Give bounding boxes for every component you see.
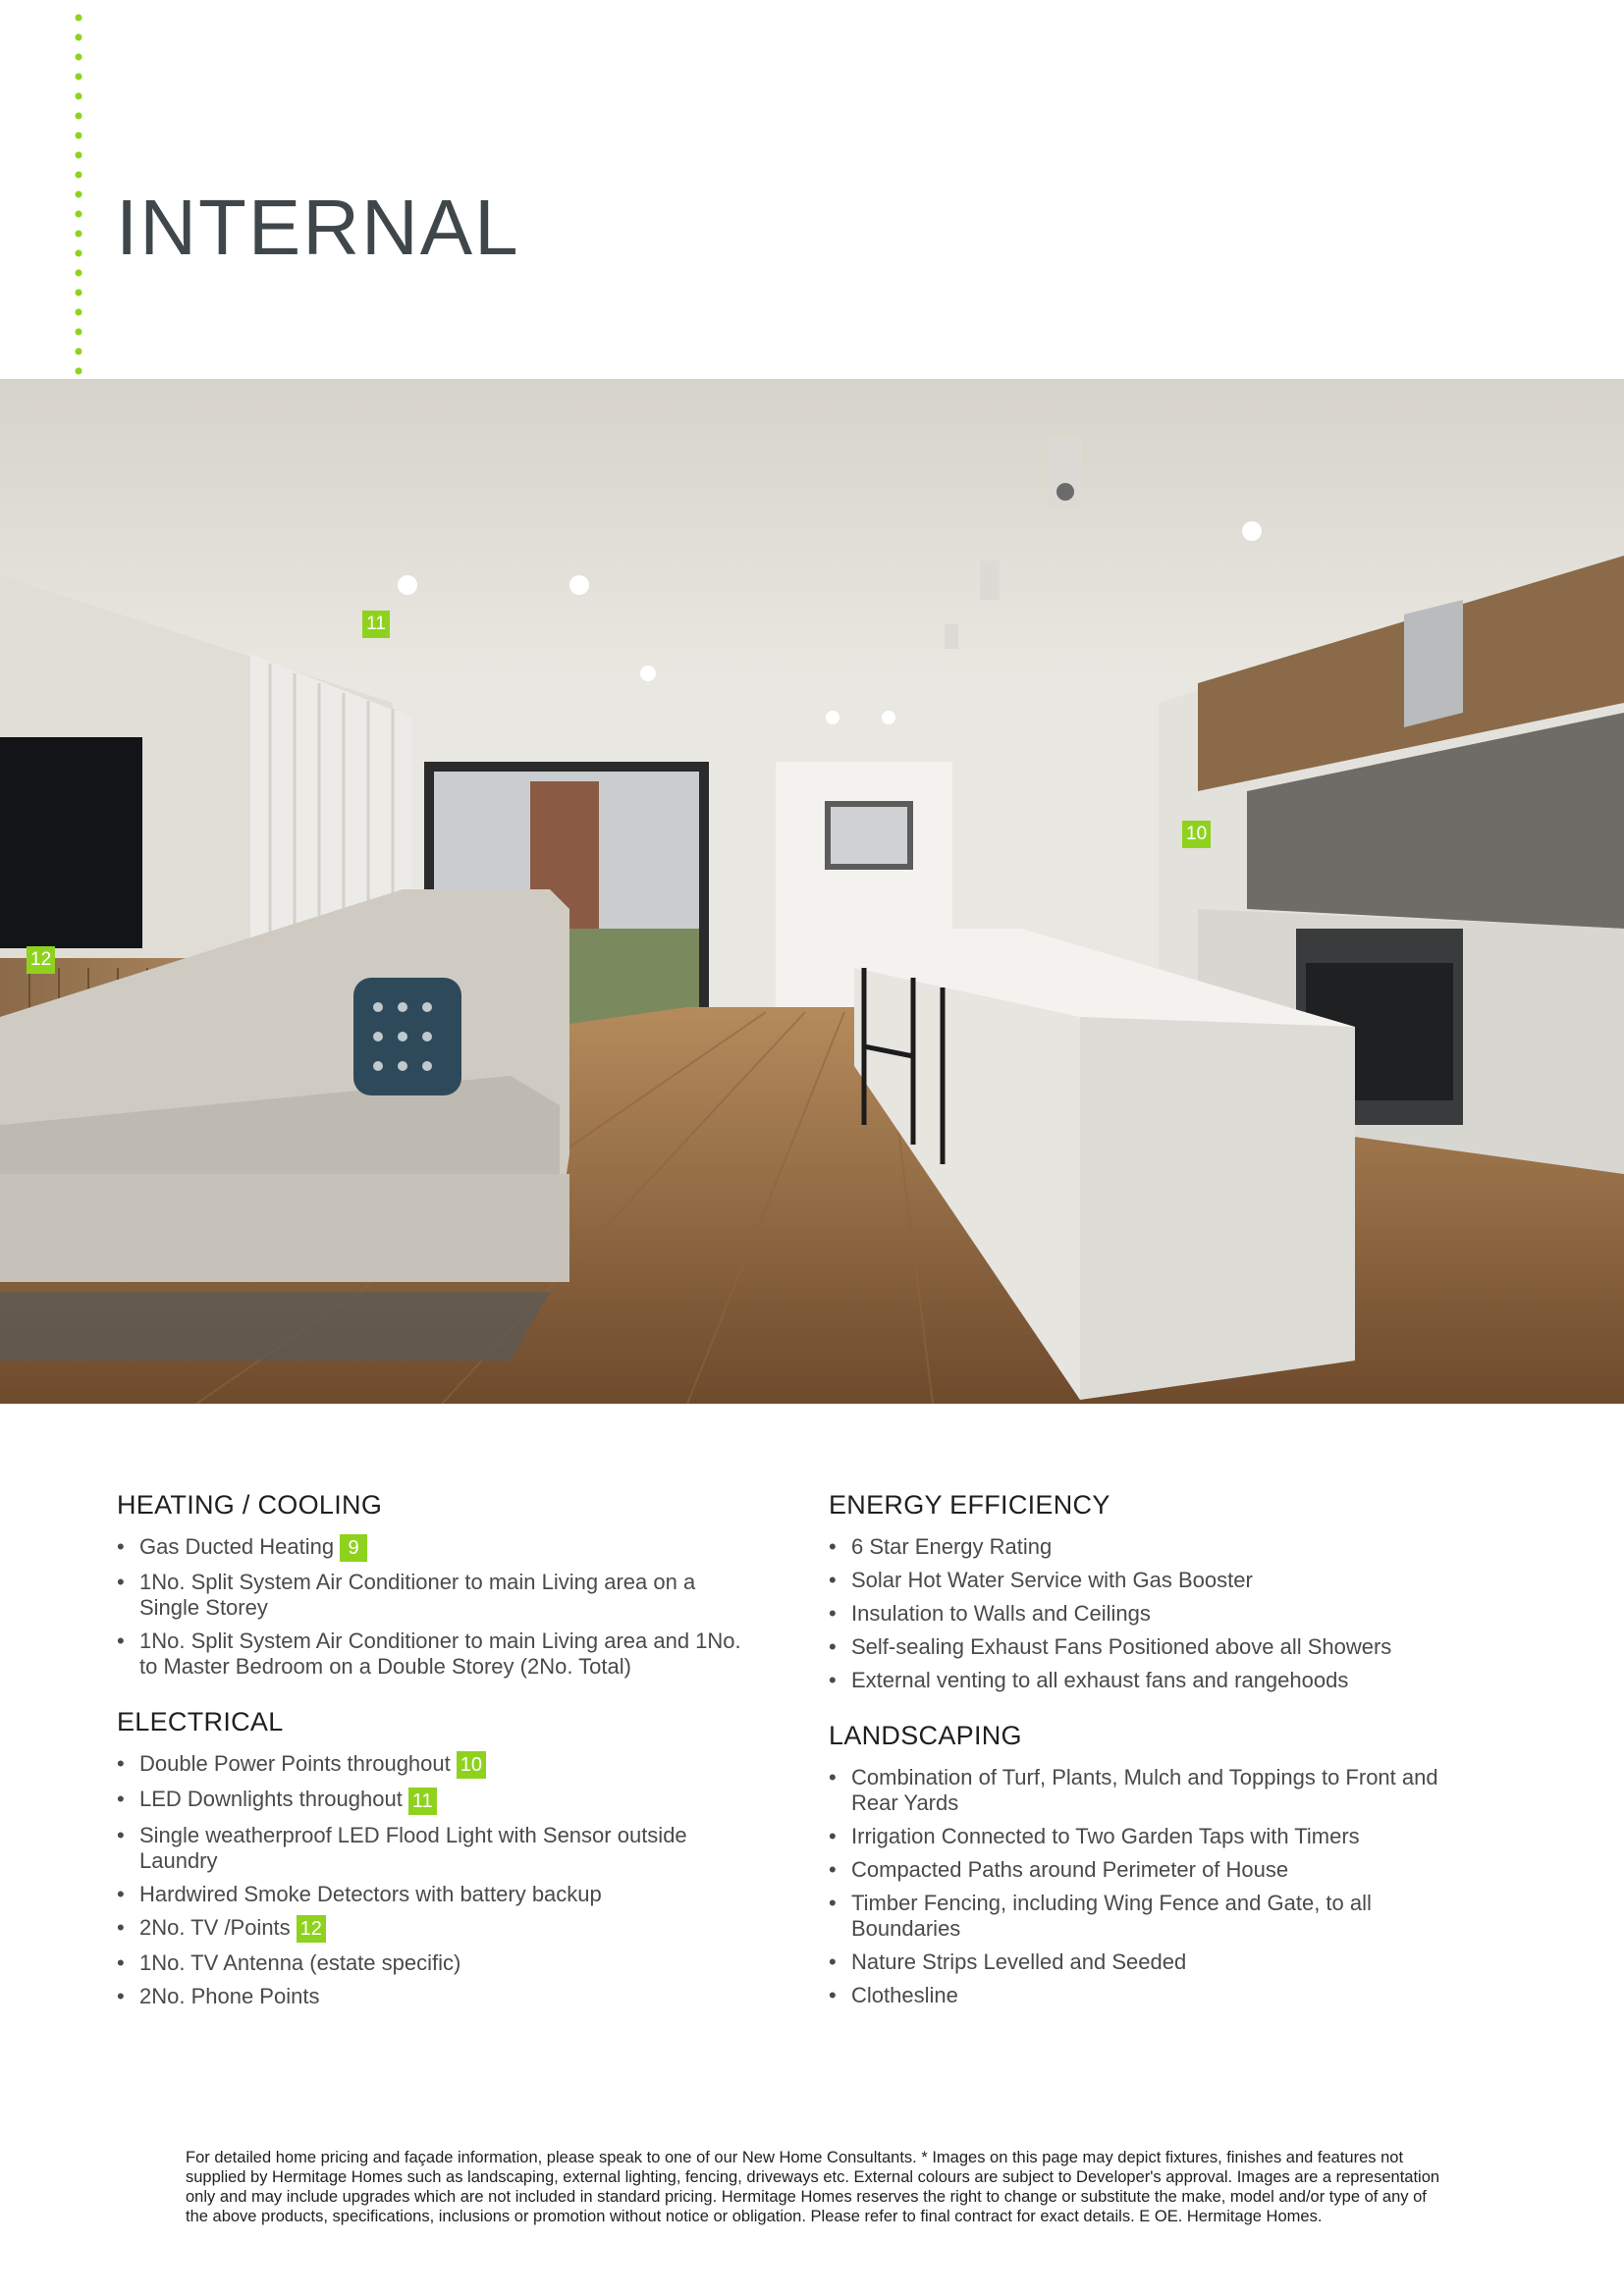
left-column [117, 1490, 755, 2037]
list-item: • Double Power Points throughout 10 [117, 1751, 755, 1779]
list-item: • Insulation to Walls and Ceilings [829, 1601, 1467, 1627]
list-item: • Combination of Turf, Plants, Mulch and Toppings to Front and Rear Yards [829, 1765, 1467, 1816]
list-item: • 1No. TV Antenna (estate specific) [117, 1950, 755, 1976]
list-item: • Timber Fencing, including Wing Fence and Gate, to all Boundaries [829, 1891, 1467, 1942]
list-item: • Nature Strips Levelled and Seeded [829, 1949, 1467, 1975]
kitchen-living-image [0, 379, 1624, 1404]
page-title: INTERNAL [116, 184, 520, 271]
list-item: • Hardwired Smoke Detectors with battery backup [117, 1882, 755, 1907]
heating-cooling-heading: HEATING / COOLING [117, 1490, 383, 1520]
list-item: • External venting to all exhaust fans and rangehoods [829, 1668, 1467, 1693]
list-item: • Compacted Paths around Perimeter of House [829, 1857, 1467, 1883]
list-item: • 6 Star Energy Rating [829, 1534, 1467, 1560]
electrical-heading: ELECTRICAL [117, 1707, 284, 1737]
energy-efficiency-list [829, 1534, 1467, 1693]
list-item: • 1No. Split System Air Conditioner to main Living area on a Single Storey [117, 1570, 755, 1621]
right-column [829, 1490, 1467, 2036]
heating-cooling-list [117, 1534, 755, 1680]
list-item: • 2No. Phone Points [117, 1984, 755, 2009]
badge-power-points: 10 [1182, 821, 1211, 848]
list-item: • Irrigation Connected to Two Garden Taps with Timers [829, 1824, 1467, 1849]
list-item: • Single weatherproof LED Flood Light with Sensor outside Laundry [117, 1823, 755, 1874]
list-item: • Gas Ducted Heating 9 [117, 1534, 755, 1562]
landscaping-list [829, 1765, 1467, 2008]
badge: 11 [408, 1788, 437, 1815]
badge: 9 [340, 1534, 367, 1562]
badge-downlights: 11 [362, 611, 390, 638]
list-item: • Self-sealing Exhaust Fans Positioned above all Showers [829, 1634, 1467, 1660]
list-item: • Solar Hot Water Service with Gas Booster [829, 1568, 1467, 1593]
electrical-list [117, 1751, 755, 2009]
list-item: • Clothesline [829, 1983, 1467, 2008]
list-item: • LED Downlights throughout 11 [117, 1787, 755, 1814]
list-item: • 1No. Split System Air Conditioner to main Living area and 1No. to Master Bedroom on a Double Storey (2No. Total) [117, 1629, 755, 1680]
list-item: • 2No. TV /Points 12 [117, 1915, 755, 1943]
landscaping-heading: LANDSCAPING [829, 1721, 1022, 1750]
badge: 12 [297, 1915, 326, 1943]
disclaimer: For detailed home pricing and façade information, please speak to one of our New Home Consultants. * Images on this page may depict fixtures, finishes and features not supplied by Hermitage Homes such as landscaping, external lighting, fencing, driveways etc. External colours are subject to Developer's approval. Images are a representation only and may include upgrades which are not included in standard pricing. Hermitage Homes reserves the right to change or substitute the make, model and/or type of any of the above products, specifications, inclusions or promotion without notice or obligation. Please refer to final contract for exact details. E OE. Hermitage Homes. [186, 2148, 1440, 2225]
energy-efficiency-heading: ENERGY EFFICIENCY [829, 1490, 1110, 1520]
interior-photo [0, 379, 1624, 1404]
badge: 10 [457, 1751, 486, 1779]
badge-tv-points: 12 [27, 946, 55, 974]
